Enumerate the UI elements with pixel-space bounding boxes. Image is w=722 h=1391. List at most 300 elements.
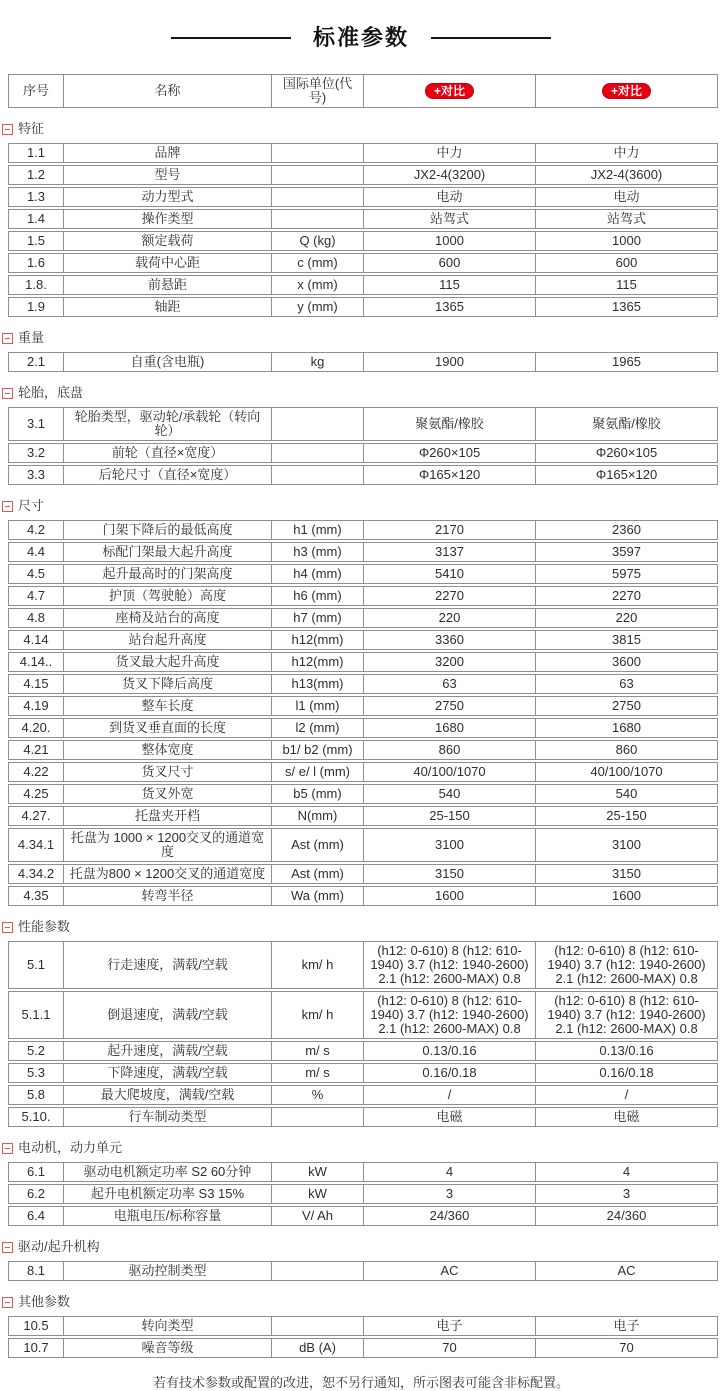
page-title: 标准参数 [312, 25, 409, 50]
spec-section [0, 122, 722, 317]
row-value-cell-2: 3815 [535, 631, 717, 649]
row-value-cell-2: 220 [535, 609, 717, 627]
row-value-cell-2: 600 [535, 254, 717, 272]
row-name-cell: 标配门架最大起升高度 [63, 543, 271, 561]
row-no-cell: 4.2 [26, 522, 46, 537]
row-value-cell-1: JX2-4(3200) [363, 166, 535, 184]
section-label-text: 特征 [18, 121, 45, 136]
row-no-cell: 5.8 [26, 1087, 46, 1102]
row-name-cell: 品牌 [63, 144, 271, 162]
row-name-cell: 下降速度，满载/空载 [63, 1064, 271, 1082]
row-unit-cell: Wa (mm) [271, 887, 363, 905]
row-no-cell: 10.7 [23, 1340, 49, 1355]
table-row [8, 187, 718, 207]
row-value-cell-2: 中力 [535, 144, 717, 162]
row-value-cell-2: 3600 [535, 653, 717, 671]
row-unit-cell [271, 1108, 363, 1126]
row-value-cell-2: 40/100/1070 [535, 763, 717, 781]
section-label-text: 电动机，动力单元 [18, 1140, 123, 1155]
section-label [2, 1295, 722, 1309]
row-name-cell: 整车长度 [63, 697, 271, 715]
row-name-cell: 托盘夹开档 [63, 807, 271, 825]
row-no-cell: 8.1 [26, 1263, 46, 1278]
table-row [8, 465, 718, 485]
table-row [8, 828, 718, 862]
row-value-cell-2: 1000 [535, 232, 717, 250]
table-row [8, 1162, 718, 1182]
row-value-cell-1: 1000 [363, 232, 535, 250]
row-value-cell-1: 70 [363, 1339, 535, 1357]
table-row [8, 407, 718, 441]
row-value-cell-2: 1600 [535, 887, 717, 905]
row-no-cell: 10.5 [23, 1318, 49, 1333]
row-name-cell: 座椅及站台的高度 [63, 609, 271, 627]
collapse-toggle-icon[interactable] [2, 333, 13, 344]
row-value-cell-2: 63 [535, 675, 717, 693]
row-value-cell-1: 600 [363, 254, 535, 272]
page-title-block [0, 0, 722, 54]
row-name-cell: 额定载荷 [63, 232, 271, 250]
table-row [8, 991, 718, 1039]
row-unit-cell: c (mm) [271, 254, 363, 272]
row-no-cell: 2.1 [26, 354, 46, 369]
section-table [8, 1162, 718, 1226]
row-unit-cell [271, 188, 363, 206]
row-no-cell: 5.1.1 [21, 1007, 51, 1022]
row-unit-cell [271, 166, 363, 184]
table-row [8, 718, 718, 738]
row-unit-cell: kW [271, 1185, 363, 1203]
table-row [8, 1206, 718, 1226]
row-value-cell-1: / [363, 1086, 535, 1104]
row-name-cell: 货叉尺寸 [63, 763, 271, 781]
row-value-cell-2: 3597 [535, 543, 717, 561]
row-no-cell: 5.1 [26, 957, 46, 972]
section-label-text: 性能参数 [18, 919, 71, 934]
row-no-cell: 3.2 [26, 445, 46, 460]
row-value-cell-1: 1600 [363, 887, 535, 905]
row-value-cell-2: (h12: 0-610) 8 (h12: 610-1940) 3.7 (h12: 1940-2600) 2.1 (h12: 2600-MAX) 0.8 [535, 992, 717, 1038]
row-value-cell-1: (h12: 0-610) 8 (h12: 610-1940) 3.7 (h12: 1940-2600) 2.1 (h12: 2600-MAX) 0.8 [363, 942, 535, 988]
row-unit-cell: h3 (mm) [271, 543, 363, 561]
spec-section [0, 331, 722, 372]
section-label [2, 1240, 722, 1254]
section-table [8, 407, 718, 485]
row-no-cell: 1.9 [26, 299, 46, 314]
row-value-cell-1: 2750 [363, 697, 535, 715]
table-row [8, 1316, 718, 1336]
row-value-cell-1: 220 [363, 609, 535, 627]
collapse-toggle-icon[interactable] [2, 1297, 13, 1308]
row-no-cell: 4.35 [23, 888, 49, 903]
table-row [8, 297, 718, 317]
row-value-cell-1: 1900 [363, 353, 535, 371]
table-row [8, 1261, 718, 1281]
row-value-cell-1: 540 [363, 785, 535, 803]
collapse-toggle-icon[interactable] [2, 124, 13, 135]
row-value-cell-1: Φ260×105 [363, 444, 535, 462]
row-unit-cell: h13(mm) [271, 675, 363, 693]
table-row [8, 864, 718, 884]
section-label-text: 重量 [18, 330, 45, 345]
row-unit-cell: s/ e/ l (mm) [271, 763, 363, 781]
row-no-cell: 5.10. [21, 1109, 51, 1124]
row-no-cell: 4.14 [23, 632, 49, 647]
row-value-cell-1: 3137 [363, 543, 535, 561]
section-table [8, 1261, 718, 1281]
row-name-cell: 整体宽度 [63, 741, 271, 759]
spec-section [0, 1141, 722, 1226]
table-row [8, 231, 718, 251]
table-row [8, 520, 718, 540]
row-name-cell: 电瓶电压/标称容量 [63, 1207, 271, 1225]
row-unit-cell: Ast (mm) [271, 865, 363, 883]
spec-table-header [8, 74, 718, 108]
section-table [8, 941, 718, 1127]
row-value-cell-1: 电动 [363, 188, 535, 206]
row-name-cell: 载荷中心距 [63, 254, 271, 272]
row-value-cell-1: 3360 [363, 631, 535, 649]
row-no-cell: 4.7 [26, 588, 46, 603]
row-unit-cell: h7 (mm) [271, 609, 363, 627]
collapse-toggle-icon[interactable] [2, 1242, 13, 1253]
row-value-cell-1: 3200 [363, 653, 535, 671]
row-unit-cell: h1 (mm) [271, 521, 363, 539]
row-no-cell: 4.25 [23, 786, 49, 801]
section-label [2, 122, 722, 136]
title-rule-right [431, 37, 551, 39]
row-value-cell-2: 2270 [535, 587, 717, 605]
row-value-cell-1: Φ165×120 [363, 466, 535, 484]
section-table [8, 520, 718, 906]
row-value-cell-2: 电磁 [535, 1108, 717, 1126]
table-row [8, 886, 718, 906]
row-value-cell-1: 0.13/0.16 [363, 1042, 535, 1060]
row-value-cell-2: 3 [535, 1185, 717, 1203]
row-value-cell-2: 站驾式 [535, 210, 717, 228]
section-label-text: 驱动/起升机构 [18, 1239, 100, 1254]
row-value-cell-2: 540 [535, 785, 717, 803]
row-value-cell-1: AC [363, 1262, 535, 1280]
row-unit-cell: m/ s [271, 1042, 363, 1060]
row-name-cell: 轮胎类型，驱动轮/承载轮（转向轮） [63, 408, 271, 440]
table-row [8, 1085, 718, 1105]
row-name-cell: 型号 [63, 166, 271, 184]
row-unit-cell [271, 1262, 363, 1280]
row-value-cell-1: 电子 [363, 1317, 535, 1335]
row-value-cell-1: 3150 [363, 865, 535, 883]
table-row [8, 143, 718, 163]
row-no-cell: 6.2 [26, 1186, 46, 1201]
row-value-cell-2: 5975 [535, 565, 717, 583]
row-no-cell: 4.15 [23, 676, 49, 691]
row-value-cell-2: 0.13/0.16 [535, 1042, 717, 1060]
row-value-cell-2: 24/360 [535, 1207, 717, 1225]
table-row [8, 275, 718, 295]
row-value-cell-2: 0.16/0.18 [535, 1064, 717, 1082]
row-no-cell: 4.4 [26, 544, 46, 559]
header-col-model-2 [535, 75, 717, 107]
row-no-cell: 4.14.. [19, 654, 53, 669]
row-unit-cell [271, 144, 363, 162]
row-value-cell-2: 2360 [535, 521, 717, 539]
table-row [8, 586, 718, 606]
row-unit-cell: b1/ b2 (mm) [271, 741, 363, 759]
row-name-cell: 门架下降后的最低高度 [63, 521, 271, 539]
row-value-cell-1: 中力 [363, 144, 535, 162]
row-no-cell: 5.2 [26, 1043, 46, 1058]
table-row [8, 253, 718, 273]
table-row [8, 542, 718, 562]
table-row [8, 443, 718, 463]
row-value-cell-2: 电子 [535, 1317, 717, 1335]
table-row [8, 941, 718, 989]
compare-button-1[interactable]: +对比 [425, 83, 474, 99]
row-name-cell: 操作类型 [63, 210, 271, 228]
row-unit-cell [271, 466, 363, 484]
row-no-cell: 4.5 [26, 566, 46, 581]
section-label [2, 499, 722, 513]
row-value-cell-1: 63 [363, 675, 535, 693]
row-value-cell-2: 1365 [535, 298, 717, 316]
row-name-cell: 自重(含电瓶) [63, 353, 271, 371]
row-unit-cell: h6 (mm) [271, 587, 363, 605]
row-unit-cell: h4 (mm) [271, 565, 363, 583]
row-name-cell: 转向类型 [63, 1317, 271, 1335]
row-value-cell-2: 1680 [535, 719, 717, 737]
row-value-cell-2: 1965 [535, 353, 717, 371]
row-unit-cell [271, 408, 363, 440]
header-col-model-1 [363, 75, 535, 107]
row-name-cell: 托盘为800 × 1200交叉的通道宽度 [63, 865, 271, 883]
spec-section [0, 499, 722, 906]
row-unit-cell: l1 (mm) [271, 697, 363, 715]
row-value-cell-2: 4 [535, 1163, 717, 1181]
table-row [8, 696, 718, 716]
row-no-cell: 4.19 [23, 698, 49, 713]
row-no-cell: 1.1 [26, 145, 46, 160]
collapse-toggle-icon[interactable] [2, 1143, 13, 1154]
section-label-text: 尺寸 [18, 498, 45, 513]
table-row [8, 209, 718, 229]
row-no-cell: 6.4 [26, 1208, 46, 1223]
section-label [2, 386, 722, 400]
row-no-cell: 1.8. [25, 277, 47, 292]
spec-section [0, 386, 722, 485]
row-no-cell: 4.8 [26, 610, 46, 625]
row-no-cell: 1.6 [26, 255, 46, 270]
row-value-cell-1: 3 [363, 1185, 535, 1203]
row-unit-cell: V/ Ah [271, 1207, 363, 1225]
section-table [8, 352, 718, 372]
row-unit-cell: km/ h [271, 992, 363, 1038]
row-value-cell-1: 3100 [363, 829, 535, 861]
row-unit-cell: y (mm) [271, 298, 363, 316]
table-row [8, 608, 718, 628]
header-col-name: 名称 [63, 75, 271, 107]
section-label-text: 其他参数 [18, 1294, 71, 1309]
row-name-cell: 到货叉垂直面的长度 [63, 719, 271, 737]
footer-note: 若有技术参数或配置的改进，恕不另行通知，所示图表可能含非标配置。 [152, 1375, 569, 1390]
row-no-cell: 5.3 [26, 1065, 46, 1080]
section-label-text: 轮胎，底盘 [18, 385, 84, 400]
table-row [8, 1041, 718, 1061]
row-value-cell-2: Φ165×120 [535, 466, 717, 484]
row-name-cell: 货叉外宽 [63, 785, 271, 803]
row-value-cell-2: 3150 [535, 865, 717, 883]
row-no-cell: 4.34.1 [17, 837, 55, 852]
row-name-cell: 前轮（直径×宽度） [63, 444, 271, 462]
row-name-cell: 最大爬坡度，满载/空载 [63, 1086, 271, 1104]
row-no-cell: 4.21 [23, 742, 49, 757]
row-value-cell-1: 5410 [363, 565, 535, 583]
header-col-unit: 国际单位(代号) [271, 75, 363, 107]
row-unit-cell: b5 (mm) [271, 785, 363, 803]
section-table [8, 1316, 718, 1358]
row-value-cell-1: 4 [363, 1163, 535, 1181]
spec-section [0, 1240, 722, 1281]
row-value-cell-2: Φ260×105 [535, 444, 717, 462]
header-row [8, 74, 718, 108]
row-value-cell-2: 25-150 [535, 807, 717, 825]
row-name-cell: 货叉下降后高度 [63, 675, 271, 693]
row-value-cell-2: 70 [535, 1339, 717, 1357]
row-value-cell-1: 1680 [363, 719, 535, 737]
title-rule-left [171, 37, 291, 39]
row-name-cell: 转弯半径 [63, 887, 271, 905]
row-unit-cell [271, 1317, 363, 1335]
row-value-cell-2: JX2-4(3600) [535, 166, 717, 184]
table-row [8, 352, 718, 372]
row-name-cell: 起升最高时的门架高度 [63, 565, 271, 583]
table-row [8, 630, 718, 650]
row-unit-cell [271, 444, 363, 462]
row-name-cell: 轴距 [63, 298, 271, 316]
row-value-cell-1: 115 [363, 276, 535, 294]
row-name-cell: 驱动控制类型 [63, 1262, 271, 1280]
spec-sections [0, 122, 722, 1358]
compare-button-2[interactable]: +对比 [602, 83, 651, 99]
row-no-cell: 4.34.2 [17, 866, 55, 881]
row-name-cell: 动力型式 [63, 188, 271, 206]
row-name-cell: 起升速度，满载/空载 [63, 1042, 271, 1060]
row-value-cell-1: 电磁 [363, 1108, 535, 1126]
collapse-toggle-icon[interactable] [2, 388, 13, 399]
row-value-cell-1: 2270 [363, 587, 535, 605]
row-value-cell-1: 40/100/1070 [363, 763, 535, 781]
row-name-cell: 前悬距 [63, 276, 271, 294]
table-row [8, 784, 718, 804]
row-name-cell: 行走速度，满载/空载 [63, 942, 271, 988]
row-value-cell-1: 聚氨酯/橡胶 [363, 408, 535, 440]
row-value-cell-1: 2170 [363, 521, 535, 539]
header-col-no: 序号 [22, 83, 49, 98]
table-row [8, 652, 718, 672]
row-value-cell-1: 25-150 [363, 807, 535, 825]
row-unit-cell: m/ s [271, 1064, 363, 1082]
row-no-cell: 4.27. [21, 808, 51, 823]
section-label [2, 1141, 722, 1155]
row-value-cell-2: (h12: 0-610) 8 (h12: 610-1940) 3.7 (h12: 1940-2600) 2.1 (h12: 2600-MAX) 0.8 [535, 942, 717, 988]
row-value-cell-2: 860 [535, 741, 717, 759]
row-name-cell: 货叉最大起升高度 [63, 653, 271, 671]
row-no-cell: 1.5 [26, 233, 46, 248]
row-no-cell: 4.20. [21, 720, 51, 735]
collapse-toggle-icon[interactable] [2, 501, 13, 512]
section-label [2, 331, 722, 345]
row-name-cell: 护顶（驾驶舱）高度 [63, 587, 271, 605]
row-unit-cell: N(mm) [271, 807, 363, 825]
row-name-cell: 行车制动类型 [63, 1108, 271, 1126]
row-no-cell: 1.2 [26, 167, 46, 182]
row-value-cell-1: 0.16/0.18 [363, 1064, 535, 1082]
row-value-cell-2: 2750 [535, 697, 717, 715]
row-unit-cell: kW [271, 1163, 363, 1181]
table-row [8, 740, 718, 760]
row-name-cell: 倒退速度，满载/空载 [63, 992, 271, 1038]
row-value-cell-2: 3100 [535, 829, 717, 861]
table-row [8, 762, 718, 782]
row-no-cell: 3.1 [26, 416, 46, 431]
section-label [2, 920, 722, 934]
row-unit-cell: h12(mm) [271, 631, 363, 649]
row-unit-cell: % [271, 1086, 363, 1104]
row-name-cell: 后轮尺寸（直径×宽度） [63, 466, 271, 484]
table-row [8, 1107, 718, 1127]
row-unit-cell: kg [271, 353, 363, 371]
table-row [8, 1063, 718, 1083]
row-value-cell-1: 24/360 [363, 1207, 535, 1225]
row-unit-cell: l2 (mm) [271, 719, 363, 737]
row-unit-cell: h12(mm) [271, 653, 363, 671]
table-row [8, 1338, 718, 1358]
row-unit-cell: dB (A) [271, 1339, 363, 1357]
table-row [8, 564, 718, 584]
row-no-cell: 1.3 [26, 189, 46, 204]
row-unit-cell: x (mm) [271, 276, 363, 294]
table-row [8, 165, 718, 185]
row-name-cell: 起升电机额定功率 S3 15% [63, 1185, 271, 1203]
row-name-cell: 噪音等级 [63, 1339, 271, 1357]
row-unit-cell: Ast (mm) [271, 829, 363, 861]
row-value-cell-1: 860 [363, 741, 535, 759]
row-value-cell-1: 1365 [363, 298, 535, 316]
row-no-cell: 4.22 [23, 764, 49, 779]
row-no-cell: 1.4 [26, 211, 46, 226]
row-value-cell-2: AC [535, 1262, 717, 1280]
table-row [8, 806, 718, 826]
row-unit-cell: km/ h [271, 942, 363, 988]
row-value-cell-2: 115 [535, 276, 717, 294]
spec-section [0, 920, 722, 1127]
row-value-cell-1: 站驾式 [363, 210, 535, 228]
row-value-cell-1: (h12: 0-610) 8 (h12: 610-1940) 3.7 (h12: 1940-2600) 2.1 (h12: 2600-MAX) 0.8 [363, 992, 535, 1038]
row-value-cell-2: 电动 [535, 188, 717, 206]
row-name-cell: 托盘为 1000 × 1200交叉的通道宽度 [63, 829, 271, 861]
row-name-cell: 站台起升高度 [63, 631, 271, 649]
row-name-cell: 驱动电机额定功率 S2 60分钟 [63, 1163, 271, 1181]
collapse-toggle-icon[interactable] [2, 922, 13, 933]
table-row [8, 1184, 718, 1204]
row-value-cell-2: / [535, 1086, 717, 1104]
row-no-cell: 6.1 [26, 1164, 46, 1179]
spec-section [0, 1295, 722, 1358]
row-unit-cell: Q (kg) [271, 232, 363, 250]
row-no-cell: 3.3 [26, 467, 46, 482]
row-value-cell-2: 聚氨酯/橡胶 [535, 408, 717, 440]
section-table [8, 143, 718, 317]
table-row [8, 674, 718, 694]
